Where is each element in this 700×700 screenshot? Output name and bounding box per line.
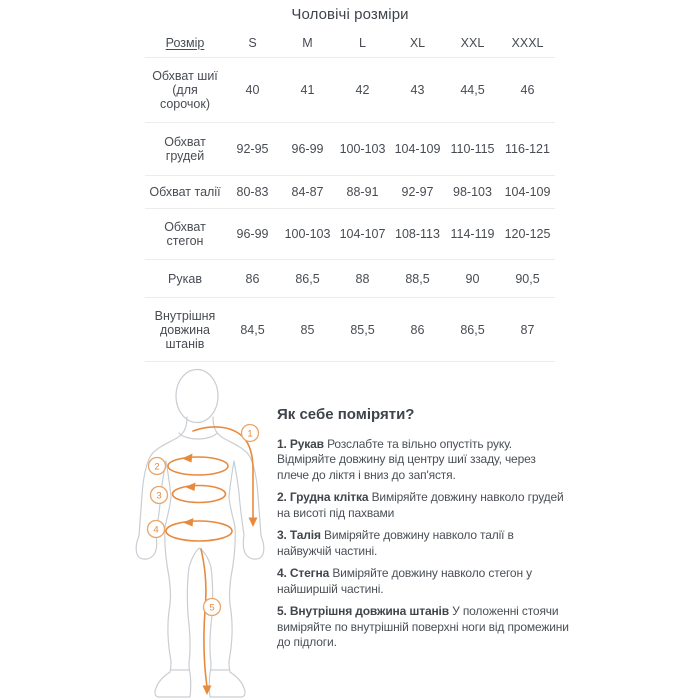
size-table-cell: 120-125 — [504, 227, 551, 241]
row-label: Обхват стегон — [164, 220, 206, 248]
size-header-l: L — [359, 35, 366, 50]
size-table-cell: 90,5 — [515, 271, 540, 286]
arrowhead-hips — [183, 518, 194, 527]
size-table-cell: 85,5 — [350, 322, 375, 337]
instruction-item-inseam — [277, 604, 569, 651]
size-header-xl: XL — [409, 35, 426, 50]
size-table-cell: 110-115 — [450, 142, 495, 156]
size-table-cell: 80-83 — [236, 185, 269, 199]
instruction-item-chest — [277, 490, 569, 521]
size-table-cell: 88 — [355, 271, 370, 286]
size-header-s: S — [248, 35, 257, 50]
chest-measure-ellipse — [168, 457, 228, 475]
size-table-cell: 41 — [300, 83, 315, 97]
instruction-term: 4. Стегна — [277, 566, 330, 580]
size-table-cell: 86 — [410, 322, 425, 337]
hips-measure-ellipse — [166, 521, 232, 541]
size-table-cell: 40 — [245, 83, 260, 97]
size-header-xxxl: XXXL — [511, 35, 544, 50]
size-table-cell: 42 — [355, 83, 370, 97]
size-table-cell: 90 — [465, 271, 480, 286]
sleeve-measure-arrow — [193, 427, 253, 519]
instruction-term: 3. Талія — [277, 528, 321, 542]
size-table-cell: 96-99 — [291, 142, 324, 156]
size-table-cell: 104-109 — [504, 185, 551, 199]
marker-number-2: 2 — [154, 461, 160, 473]
row-label: Внутрішня довжина штанів — [154, 308, 216, 351]
inseam-measure-arrow — [201, 549, 207, 687]
size-table-cell: 92-95 — [236, 142, 269, 156]
size-table-cell: 88,5 — [405, 271, 430, 286]
size-table-cell: 108-113 — [395, 227, 440, 241]
table-row-chest — [145, 123, 555, 176]
measuring-instructions — [277, 407, 569, 658]
marker-number-1: 1 — [247, 428, 253, 440]
size-table-cell: 114-119 — [450, 227, 495, 241]
size-table-cell: 84-87 — [291, 185, 324, 199]
size-table-cell: 84,5 — [240, 322, 265, 337]
size-table-cell: 92-97 — [401, 185, 434, 199]
size-header-m: M — [302, 35, 313, 50]
size-table-cell: 43 — [410, 83, 425, 97]
table-row-sleeve — [145, 260, 555, 298]
instruction-text: Виміряйте довжину навколо талії в найвужчій частині. — [277, 528, 514, 558]
body-measurement-diagram — [132, 362, 268, 700]
size-table-cell: 98-103 — [453, 185, 492, 199]
row-label: Обхват шиї (для сорочок) — [152, 69, 218, 111]
instructions-heading: Як себе поміряти? — [277, 406, 415, 423]
instruction-item-waist — [277, 528, 569, 559]
instruction-item-sleeve — [277, 437, 569, 484]
marker-number-4: 4 — [153, 524, 159, 536]
size-table-cell: 87 — [520, 322, 535, 337]
table-row-hips — [145, 209, 555, 260]
size-table-cell: 116-121 — [505, 142, 550, 156]
instruction-text: У положенні стоячи виміряйте по внутрішній поверхні ноги від промежини до підлоги. — [277, 604, 569, 649]
size-table-cell: 85 — [300, 322, 315, 337]
size-table-cell: 44,5 — [460, 83, 485, 97]
size-table-cell: 100-103 — [284, 227, 331, 241]
size-table-cell: 104-107 — [339, 227, 386, 241]
instruction-term: 5. Внутрішня довжина штанів — [277, 604, 449, 618]
page-title: Чоловічі розміри — [291, 6, 409, 23]
size-table-cell: 86 — [245, 271, 260, 286]
size-table-cell: 88-91 — [346, 185, 379, 199]
table-row-waist — [145, 176, 555, 209]
marker-number-3: 3 — [156, 490, 162, 502]
size-table-cell: 46 — [520, 83, 535, 97]
arrowhead-chest — [182, 454, 193, 463]
arrowhead-sleeve — [249, 518, 258, 528]
marker-number-5: 5 — [209, 602, 215, 614]
row-label: Рукав — [168, 271, 202, 286]
instruction-text: Виміряйте довжину навколо стегон у найширшій частині. — [277, 566, 532, 596]
size-table-cell: 104-109 — [394, 142, 441, 156]
size-table-cell: 100-103 — [339, 142, 386, 156]
instruction-term: 1. Рукав — [277, 436, 324, 451]
size-table-header-row — [145, 28, 555, 58]
size-table-cell: 96-99 — [236, 227, 269, 241]
instruction-text: Розслабте та вільно опустіть руку. Відміряйте довжину від центру шиї ззаду, через плече до ліктя і вниз до зап'ястя. — [277, 436, 536, 482]
instruction-text: Виміряйте довжину навколо грудей на висоті під пахвами — [277, 490, 564, 520]
size-column-header[interactable]: Розмір — [165, 35, 205, 50]
table-row-inseam — [145, 298, 555, 362]
size-table-cell: 86,5 — [460, 322, 485, 337]
waist-measure-ellipse — [173, 486, 226, 503]
table-row-neck — [145, 58, 555, 123]
row-label: Обхват талії — [149, 185, 221, 199]
size-table-cell: 86,5 — [295, 271, 320, 286]
arrowhead-waist — [185, 483, 196, 492]
row-label: Обхват грудей — [164, 135, 206, 163]
instruction-term: 2. Грудна клітка — [277, 490, 369, 504]
size-header-xxl: XXL — [460, 35, 485, 50]
instruction-item-hips — [277, 566, 569, 597]
size-table — [145, 28, 555, 362]
